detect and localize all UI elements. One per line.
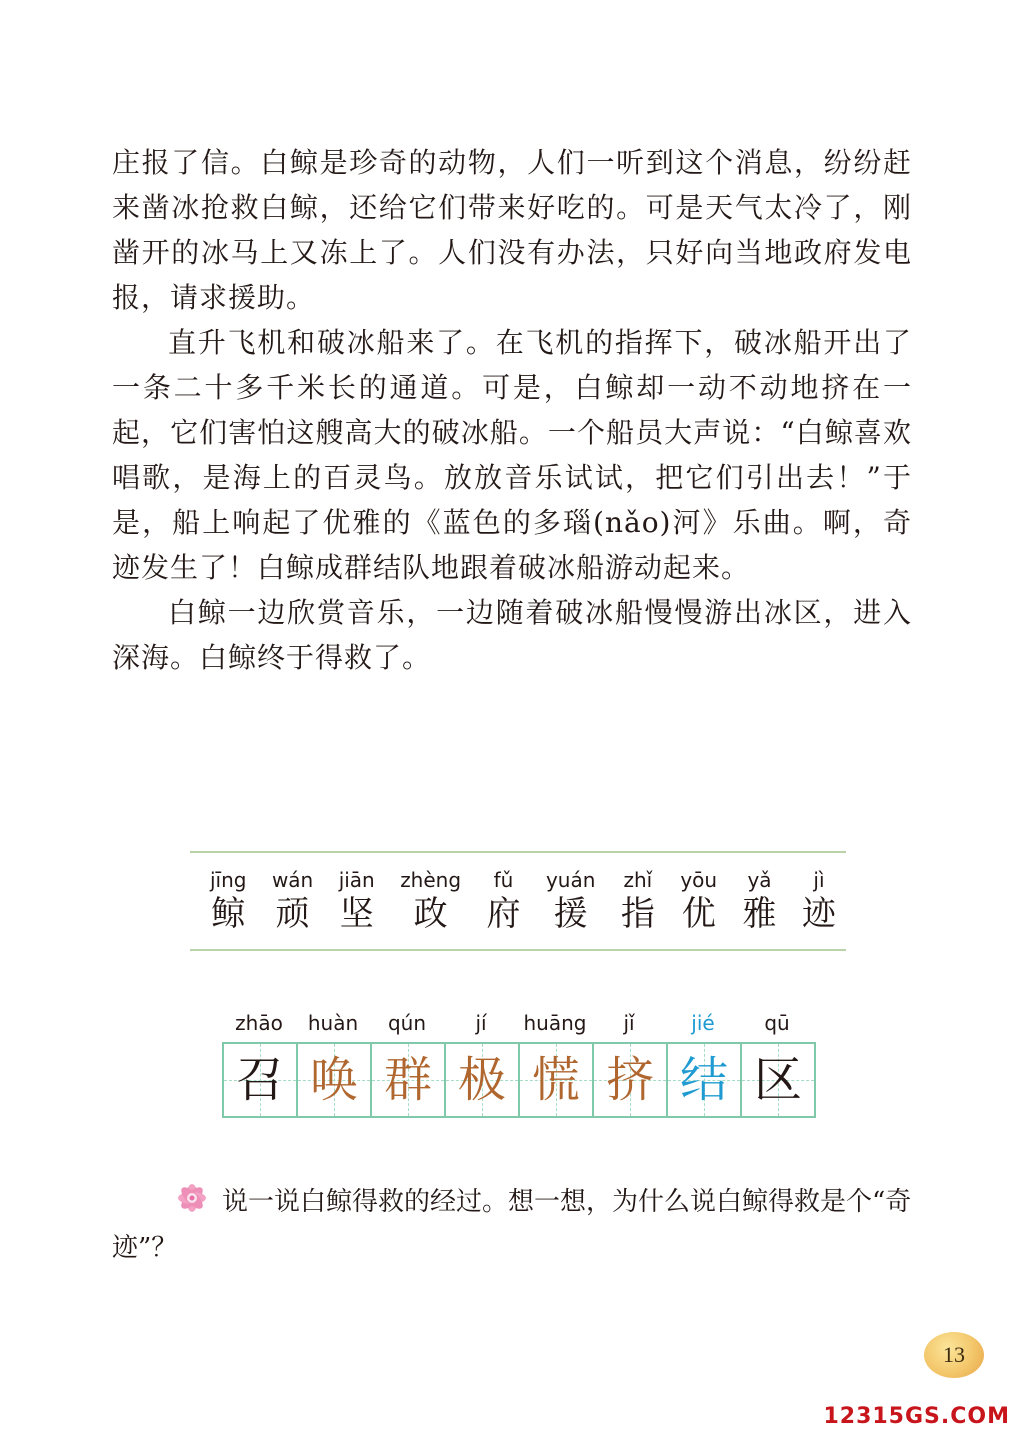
vocab-item: [680, 867, 717, 935]
vocab-pinyin: zhèng: [400, 868, 462, 892]
vocab-character: 顽: [275, 894, 310, 934]
grid-cell: [370, 1044, 444, 1116]
write-character: 慌: [531, 1052, 580, 1108]
write-pinyin: huàn: [307, 1011, 359, 1035]
vocab-character: 援: [553, 894, 588, 934]
grid-cell: [518, 1044, 592, 1116]
page-number-badge: [924, 1332, 984, 1378]
paragraph-2: 直升飞机和破冰船来了。在飞机的指挥下，破冰船开出了一条二十多千米长的通道。可是，白鲸却一动不动地挤在一起，它们害怕这艘高大的破冰船。一个船员大声说：“白鲸喜欢唱歌，是海上的百灵鸟。放放音乐试试，把它们引出去！”于是，船上响起了优雅的《蓝色的多瑙(nǎo)河》乐曲。啊，奇迹发生了！白鲸成群结队地跟着破冰船游动起来。: [112, 326, 912, 584]
paragraph-3: 白鲸一边欣赏音乐，一边随着破冰船慢慢游出冰区，进入深海。白鲸终于得救了。: [112, 596, 912, 674]
reading-vocabulary: [190, 851, 846, 951]
vocab-character: 鲸: [211, 894, 246, 934]
vocab-character: 雅: [742, 894, 777, 934]
vocab-item: [339, 867, 375, 935]
exercise-text: 说一说白鲸得救的经过。想一想，为什么说白鲸得救是个“奇迹”？: [112, 1187, 912, 1263]
grid-cell: [740, 1044, 814, 1116]
exercise-prompt: [112, 1178, 912, 1271]
vocab-item: [272, 867, 313, 935]
vocab-character: 坚: [339, 894, 374, 934]
vocab-item: [210, 867, 246, 935]
write-character: 挤: [605, 1052, 654, 1108]
vocab-character: 政: [413, 894, 448, 934]
vocab-pinyin: jiān: [338, 868, 375, 892]
vocab-pinyin: yōu: [680, 868, 718, 892]
vocab-character: 指: [620, 894, 655, 934]
grid-cell: [444, 1044, 518, 1116]
vocab-pinyin: zhǐ: [623, 868, 653, 892]
write-pinyin: huāng: [523, 1011, 587, 1035]
vocab-character: 迹: [801, 894, 836, 934]
vocab-pinyin: wán: [271, 868, 314, 892]
story-text: [112, 140, 912, 680]
write-pinyin: qū: [764, 1011, 790, 1035]
write-character: 极: [457, 1052, 506, 1108]
grid-cell: [224, 1044, 296, 1116]
vocab-item: [621, 867, 655, 935]
vocab-item: [487, 867, 521, 935]
vocab-pinyin: jīng: [210, 868, 247, 892]
write-character: 群: [383, 1052, 432, 1108]
vocab-item: [802, 867, 836, 935]
vocab-pinyin: yǎ: [747, 868, 772, 892]
grid-cell: [296, 1044, 370, 1116]
pink-flower-icon: [172, 1178, 212, 1218]
vocab-item: [546, 867, 595, 935]
grid-cell: [592, 1044, 666, 1116]
vocab-pinyin: fǔ: [493, 868, 514, 892]
writing-grid: [222, 1042, 816, 1118]
write-pinyin: zhāo: [235, 1011, 283, 1035]
write-pinyin: qún: [387, 1011, 427, 1035]
vocab-character: 府: [486, 894, 521, 934]
grid-cell: [666, 1044, 740, 1116]
writing-vocabulary: [222, 1010, 816, 1118]
vocab-character: 优: [681, 894, 716, 934]
paragraph-1: 庄报了信。白鲸是珍奇的动物，人们一听到这个消息，纷纷赶来凿冰抢救白鲸，还给它们带来好吃的。可是天气太冷了，刚凿开的冰马上又冻上了。人们没有办法，只好向当地政府发电报，请求援助。: [112, 146, 912, 314]
vocab-item: [400, 867, 461, 935]
vocab-pinyin: yuán: [545, 868, 596, 892]
write-character: 唤: [309, 1052, 358, 1108]
vocab-pinyin: jì: [813, 868, 825, 892]
write-character: 结: [679, 1052, 728, 1108]
page-number: 13: [943, 1342, 965, 1367]
write-character: 召: [235, 1052, 284, 1108]
write-pinyin: jié: [691, 1011, 715, 1035]
write-pinyin: jí: [475, 1011, 487, 1035]
write-character: 区: [753, 1052, 802, 1108]
vocab-item: [743, 867, 777, 935]
watermark: 12315GS.COM: [823, 1404, 1010, 1429]
write-pinyin: jǐ: [623, 1011, 635, 1035]
